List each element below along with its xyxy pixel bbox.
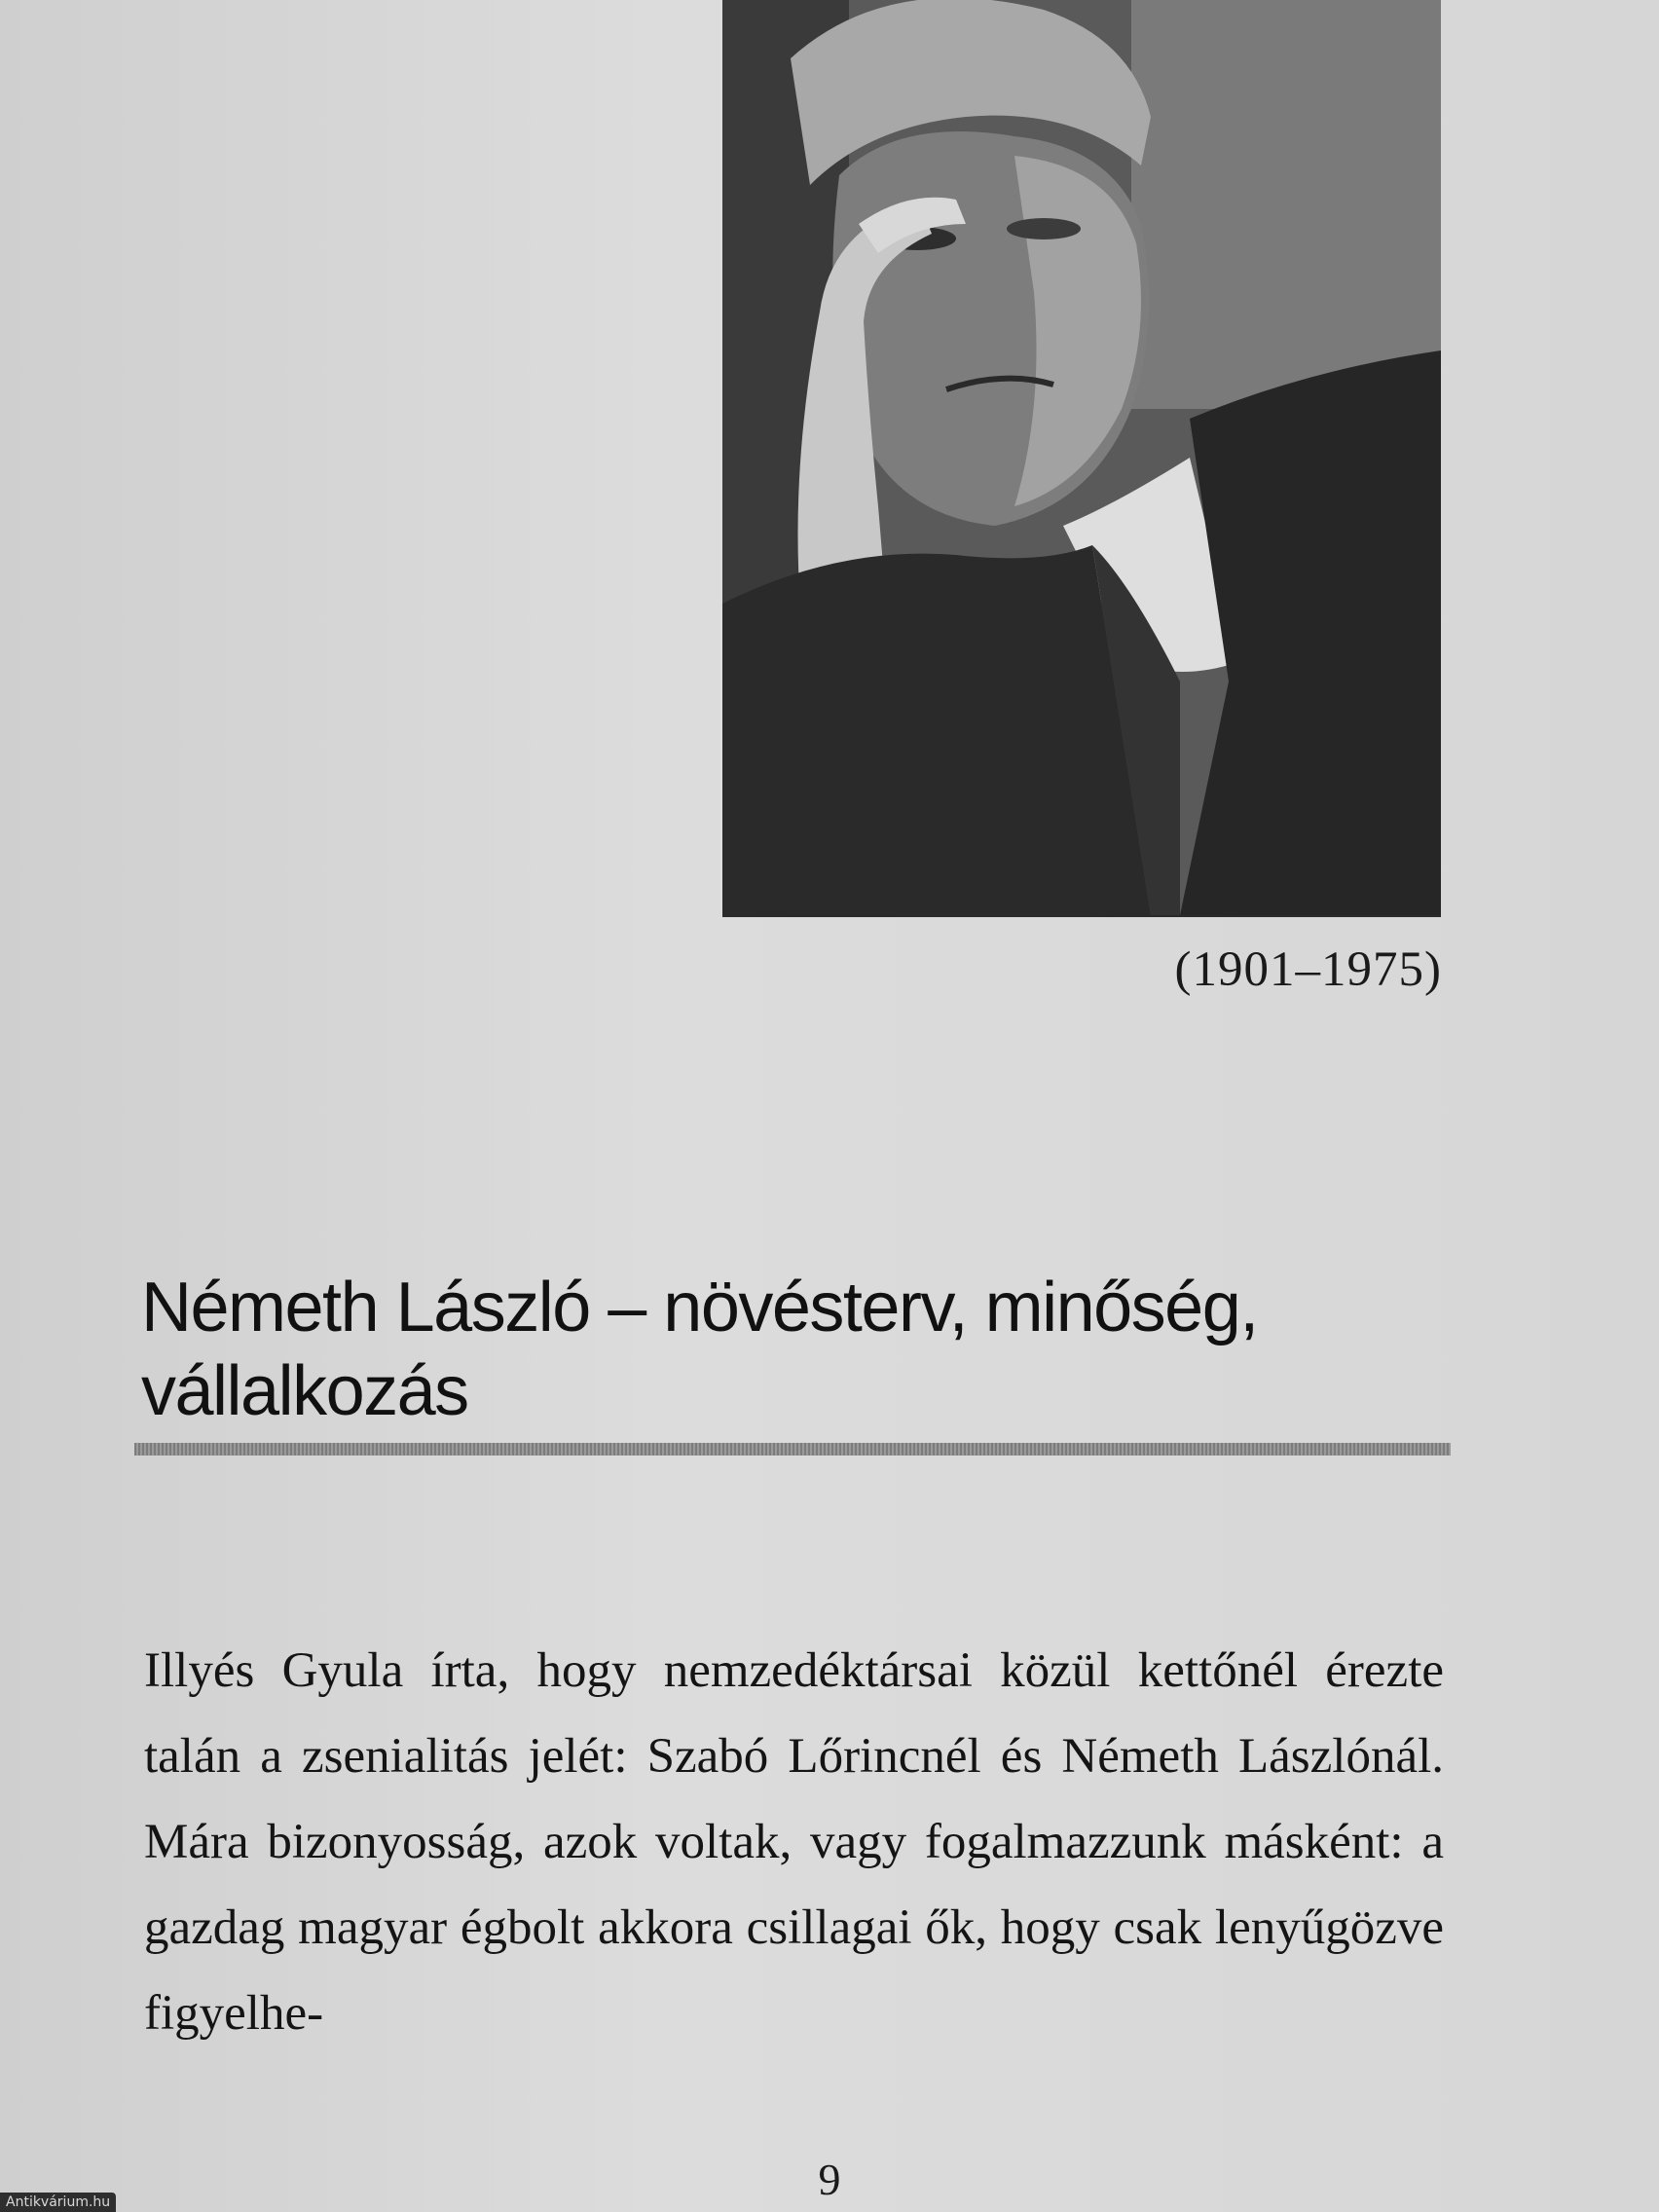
title-underline-rule [134, 1443, 1451, 1456]
author-portrait-photo [722, 0, 1441, 917]
chapter-title-line-2: vállalkozás [141, 1352, 468, 1430]
chapter-title-line-1: Németh László – növésterv, minőség, [141, 1269, 1258, 1346]
page-number: 9 [818, 2155, 841, 2204]
portrait-illustration [722, 0, 1441, 915]
body-paragraph: Illyés Gyula írta, hogy nemzedéktársai közül kettőnél érezte talán a zsenialitás jelét: Szabó Lőrincnél és Németh Lászlónál. Mára bizonyosság, azok voltak, vagy fogalmazzunk másként: a gazdag magyar égbolt akkora csillagai ők, hogy csak lenyűgözve figyelhe- [144, 1643, 1444, 2041]
chapter-title [141, 1266, 1397, 1433]
watermark: Antikvárium.hu [0, 2193, 116, 2212]
photo-caption-years: (1901–1975) [1174, 942, 1442, 997]
